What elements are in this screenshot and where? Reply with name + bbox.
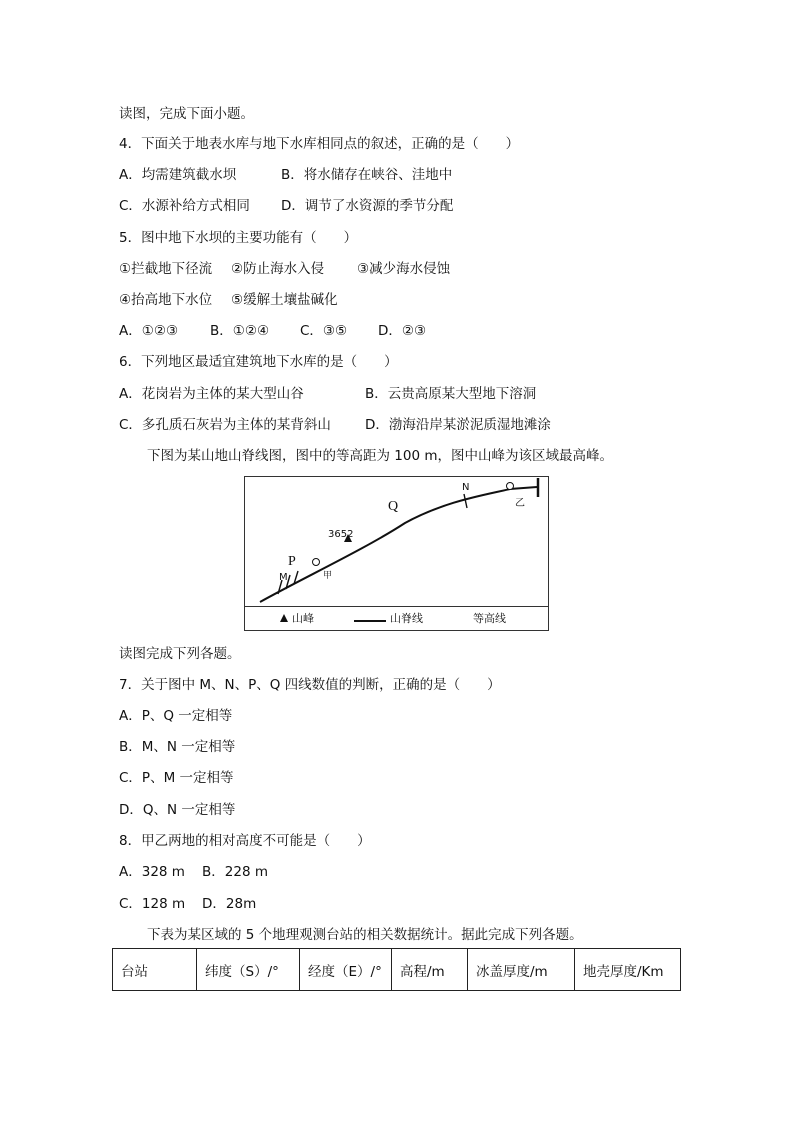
option-a: A．①②③ [119,323,179,339]
question-4-options-ab [119,166,452,184]
ridge-line-diagram [244,476,549,631]
header-station: 台站 [113,949,197,991]
label-yi: 乙 [515,498,525,509]
question-4-stem: 4．下面关于地表水库与地下水库相同点的叙述，正确的是（ ） [119,136,520,152]
intro-text: 读图，完成下面小题。 [119,106,254,122]
option-a: A．328 m [119,864,185,880]
question-6-options-ab [119,385,536,403]
question-8-stem: 8．甲乙两地的相对高度不可能是（ ） [119,833,371,849]
question-7-option-d: D．Q、N 一定相等 [119,802,236,818]
statement-3: ③减少海水侵蚀 [357,261,451,277]
option-b: B．云贵高原某大型地下溶洞 [365,386,537,402]
label-n: N [462,482,470,493]
question-7-option-a: A．P、Q 一定相等 [119,708,233,724]
option-b: B．228 m [202,864,268,880]
table-header-row [113,949,681,991]
label-p: P [288,554,296,569]
question-8-options-cd [119,895,256,913]
label-jia: 甲 [323,571,333,581]
legend-divider [245,606,548,607]
option-c: C．128 m [119,896,186,912]
option-a: A．花岗岩为主体的某大型山谷 [119,386,304,402]
legend-peak-icon [280,614,288,622]
statement-2: ②防止海水入侵 [231,261,325,277]
option-d: D．调节了水资源的季节分配 [281,198,454,214]
option-c: C．水源补给方式相同 [119,198,250,214]
contour-line-n [464,494,467,508]
question-4-options-cd [119,197,453,215]
question-6-options-cd [119,416,551,434]
question-8-options-ab [119,863,268,881]
table-intro: 下表为某区域的 5 个地理观测台站的相关数据统计。据此完成下列各题。 [147,927,583,943]
header-ice-thickness: 冰盖厚度/m [468,949,575,991]
header-elevation: 高程/m [392,949,468,991]
option-b: B．将水储存在峡谷、洼地中 [281,167,453,183]
label-m: M [279,572,288,583]
legend-contour-label: 等高线 [473,612,506,625]
label-q: Q [388,499,399,514]
option-a: A．均需建筑截水坝 [119,167,237,183]
statement-4: ④抬高地下水位 [119,292,213,308]
option-b: B．①②④ [210,323,270,339]
figure-intro: 下图为某山地山脊线图，图中的等高距为 100 m，图中山峰为该区域最高峰。 [147,448,613,464]
header-crust-thickness: 地壳厚度/Km [575,949,681,991]
option-d: D．②③ [378,323,427,339]
statement-1: ①拦截地下径流 [119,261,213,277]
question-5-statements-1 [119,260,450,278]
question-6-stem: 6．下列地区最适宜建筑地下水库的是（ ） [119,354,398,370]
peak-elevation-label: 3652 [328,529,354,540]
option-d: D．28m [202,896,257,912]
question-7-option-b: B．M、N 一定相等 [119,739,236,755]
question-7-option-c: C．P、M 一定相等 [119,770,234,786]
legend-ridge-label: 山脊线 [390,612,423,625]
question-7-stem: 7．关于图中 M、N、P、Q 四线数值的判断，正确的是（ ） [119,677,501,693]
option-c: C．③⑤ [300,323,348,339]
option-c: C．多孔质石灰岩为主体的某背斜山 [119,417,331,433]
legend-peak-label: 山峰 [292,612,314,625]
point-jia-marker [313,559,320,566]
question-5-options [119,322,426,340]
ridge-line [260,487,537,602]
statement-5: ⑤缓解土壤盐碱化 [231,292,338,308]
point-yi-marker [507,483,514,490]
question-5-stem: 5．图中地下水坝的主要功能有（ ） [119,230,358,246]
question-5-statements-2 [119,291,338,309]
header-longitude: 经度（E）/° [300,949,392,991]
header-latitude: 纬度（S）/° [197,949,300,991]
option-d: D．渤海沿岸某淤泥质湿地滩涂 [365,417,551,433]
station-data-table [112,948,681,991]
intro-text-2: 读图完成下列各题。 [119,646,241,662]
